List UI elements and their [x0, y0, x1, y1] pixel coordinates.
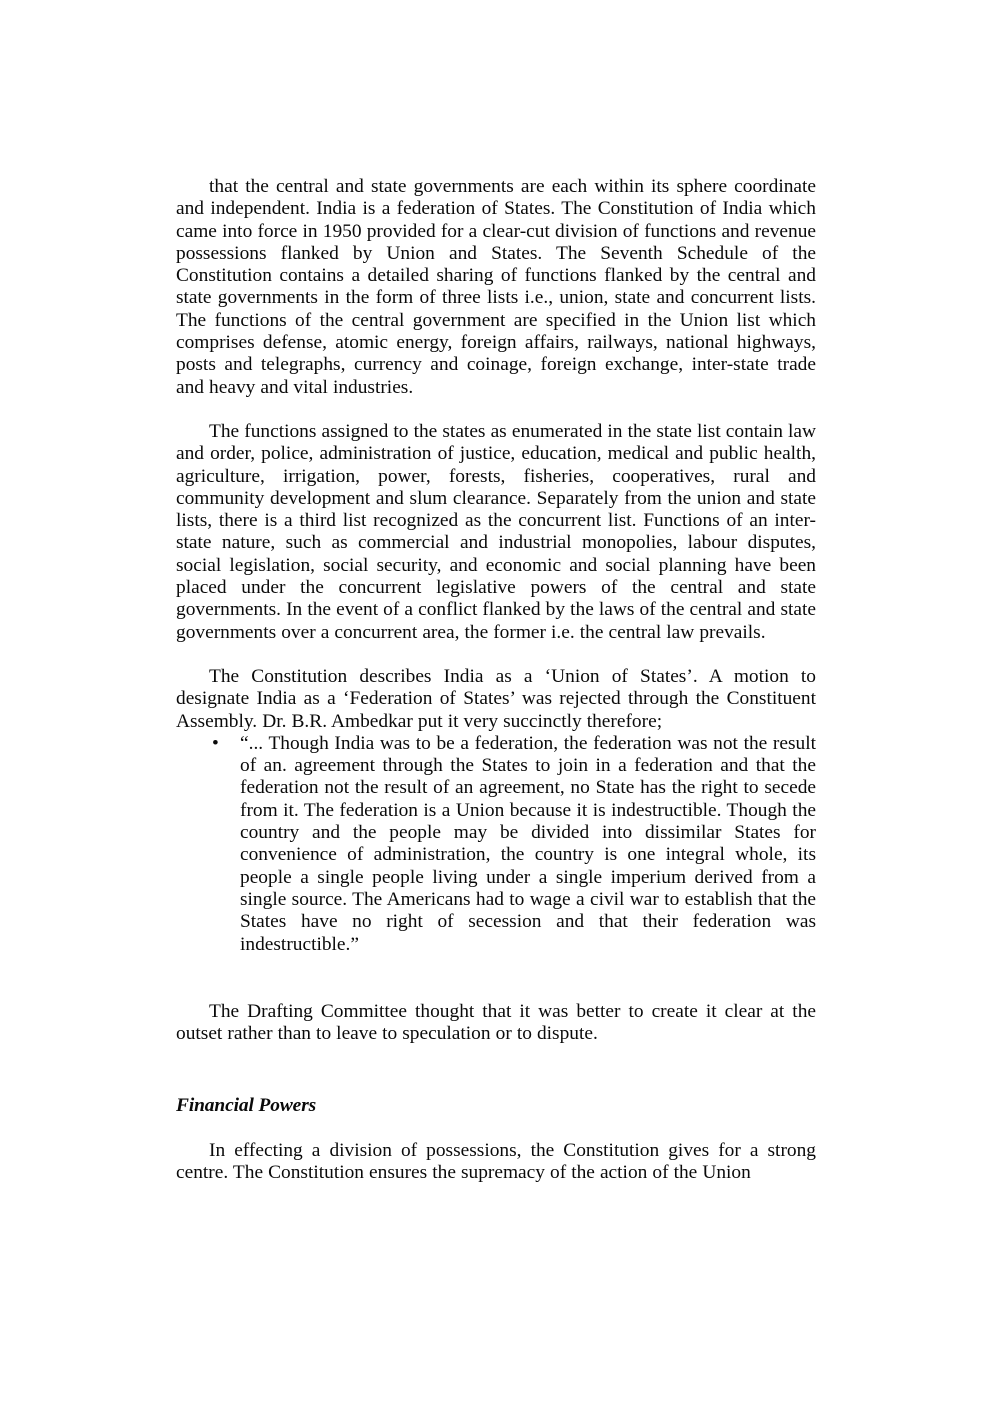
paragraph-state-functions: The functions assigned to the states as enumerated in the state list contain law and order, police, administration of justice, education, medical and public health, agriculture, irrigation, power, forests, fisheries, cooperatives, rural and community development and slum clearance. Separately from the union and state lists, there is a third list recognized as the concurrent list. Functions of an inter-state nature, such as commercial and industrial monopolies, labour disputes, social legislation, social security, and economic and social planning have been placed under the concurrent legislative powers of the central and state governments. In the event of a conflict flanked by the laws of the central and state governments over a concurrent area, the former i.e. the central law prevails.: [176, 420, 816, 643]
quote-ambedkar-text: “... Though India was to be a federation, the federation was not the result of an. agreement through the States to join in a federation and that the federation not the result of an agreement, no State has the right to secede from it. The federation is a Union because it is indestructible. Though the country and the people may be divided into dissimilar States for convenience of administration, the country is one integral whole, its people a single people living under a single imperium derived from a single source. The Americans had to wage a civil war to establish that the States have no right of secession and that their federation was indestructible.”: [240, 732, 816, 955]
page-text-column: [176, 176, 816, 1206]
paragraph-financial-powers-intro: In effecting a division of possessions, the Constitution gives for a strong centre. The Constitution ensures the supremacy of the action of the Union: [176, 1139, 816, 1183]
list-item: [176, 733, 816, 956]
quote-bullet-list: [176, 733, 816, 956]
paragraph-drafting-committee: The Drafting Committee thought that it was better to create it clear at the outset rather than to leave to speculation or to dispute.: [176, 1000, 816, 1045]
quote-block: [176, 733, 816, 956]
paragraph-union-of-states: The Constitution describes India as a ‘Union of States’. A motion to designate India as a ‘Federation of States’ was rejected through the Constituent Assembly. Dr. B.R. Ambedkar put it very succinctly therefore;: [176, 665, 816, 732]
bullet-icon: •: [212, 732, 219, 754]
heading-financial-powers: Financial Powers: [176, 1095, 317, 1117]
heading-spacer: [176, 1067, 816, 1095]
paragraph-federation-structure: that the central and state governments are each within its sphere coordinate and independent. India is a federation of States. The Constitution of India which came into force in 1950 provided for a clear-cut division of functions and revenue possessions flanked by Union and States. The Seventh Schedule of the Constitution contains a detailed sharing of functions flanked by the central and state governments in the form of three lists i.e., union, state and concurrent lists. The functions of the central government are specified in the Union list which comprises defense, atomic energy, foreign affairs, railways, national highways, posts and telegraphs, currency and coinage, foreign exchange, inter-state trade and heavy and vital industries.: [176, 176, 816, 398]
